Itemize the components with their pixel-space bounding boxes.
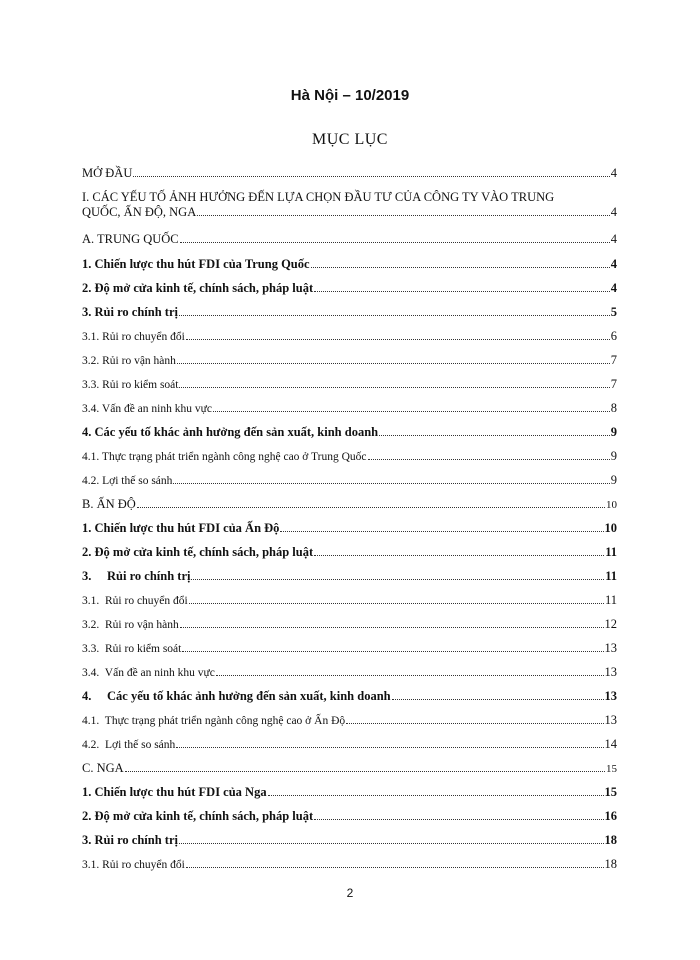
- toc-entry-label: 3.1. Rủi ro chuyển đổi: [82, 595, 188, 607]
- toc-entry-tq-4-1[interactable]: [82, 449, 617, 465]
- toc-entry-tq-3-4[interactable]: [82, 401, 617, 417]
- toc-entry-label: 3.2. Rủi ro vận hành: [82, 355, 176, 367]
- dot-leader: [392, 699, 604, 700]
- dot-leader: [177, 363, 610, 364]
- toc-entry-label: 3.2. Rủi ro vận hành: [82, 619, 179, 631]
- toc-entry-page: 11: [605, 569, 617, 583]
- dot-leader: [179, 843, 604, 844]
- toc-entry-label: B. ẤN ĐỘ: [82, 497, 136, 511]
- toc-entry-page: 9: [610, 473, 617, 487]
- toc-entry-label: 3. Rủi ro chính trị: [82, 305, 178, 319]
- toc-entry-tq-3-2[interactable]: [82, 353, 617, 369]
- dot-leader: [137, 507, 605, 508]
- toc-entry-page: 4: [610, 281, 617, 295]
- dot-leader: [179, 315, 610, 316]
- toc-entry-page: 4: [610, 205, 617, 219]
- toc-entry-ad-3-2[interactable]: [82, 617, 617, 633]
- toc-entry-page: 8: [610, 401, 617, 415]
- toc-entry-label: 3.4. Vấn đề an ninh khu vực: [82, 403, 212, 415]
- toc-entry-page: 9: [610, 449, 617, 463]
- toc-entry-an-do[interactable]: [82, 497, 617, 513]
- toc-entry-page: 7: [610, 377, 617, 391]
- toc-entry-label: 3. Rủi ro chính trị: [82, 833, 178, 847]
- toc-entry-tq-3-1[interactable]: [82, 329, 617, 345]
- toc-entry-label: 3.1. Rủi ro chuyển đổi: [82, 859, 185, 871]
- toc-entry-tq-1[interactable]: [82, 257, 617, 272]
- toc-entry-nga-1[interactable]: [82, 785, 617, 800]
- dot-leader: [379, 435, 610, 436]
- toc-entry-page: 6: [610, 329, 617, 343]
- toc-entry-page: 13: [604, 713, 617, 727]
- toc-entry-label: 1. Chiến lược thu hút FDI của Trung Quốc: [82, 257, 310, 271]
- toc-entry-nga[interactable]: [82, 761, 617, 777]
- toc-entry-label: 4.1. Thực trạng phát triển ngành công nghệ cao ở Ấn Độ: [82, 715, 346, 727]
- toc-entry-ad-3[interactable]: [82, 569, 617, 584]
- dot-leader: [182, 651, 603, 652]
- toc-entry-label: 3.3. Rủi ro kiểm soát: [82, 643, 182, 655]
- toc-entry-page: 9: [610, 425, 617, 439]
- dot-leader: [311, 267, 610, 268]
- dot-leader: [125, 771, 605, 772]
- toc-entry-ad-1[interactable]: [82, 521, 617, 536]
- dot-leader: [189, 603, 604, 604]
- dot-leader: [314, 555, 604, 556]
- toc-entry-page: 4: [610, 232, 617, 246]
- toc-entry-label: C. NGA: [82, 761, 124, 775]
- dot-leader: [180, 627, 604, 628]
- toc-title: MỤC LỤC: [312, 131, 388, 148]
- toc-entry-page: 5: [610, 305, 617, 319]
- toc-entry-ad-3-4[interactable]: [82, 665, 617, 681]
- toc-entry-label: A. TRUNG QUỐC: [82, 232, 179, 246]
- toc-entry-label: 3.3. Rủi ro kiểm soát: [82, 379, 179, 391]
- toc-entry-ad-3-1[interactable]: [82, 593, 617, 609]
- toc-entry-nga-3[interactable]: [82, 833, 617, 848]
- toc-entry-tq-4[interactable]: [82, 425, 617, 440]
- toc-entry-label: 4.2. Lợi thế so sánh: [82, 739, 176, 751]
- toc-entry-label: 3. Rủi ro chính trị: [82, 569, 191, 583]
- toc-entry-page: 12: [604, 617, 617, 631]
- toc-entry-label-line1: I. CÁC YẾU TỐ ẢNH HƯỞNG ĐẾN LỰA CHỌN ĐẦU TƯ CỦA CÔNG TY VÀO TRUNG: [82, 190, 555, 204]
- toc-entry-label: 2. Độ mở cửa kinh tế, chính sách, pháp luật: [82, 281, 314, 295]
- toc-entry-page: 16: [604, 809, 617, 823]
- toc-entry-tq-3-3[interactable]: [82, 377, 617, 393]
- toc-entry-page: 14: [604, 737, 617, 751]
- dot-leader: [186, 867, 604, 868]
- dot-leader: [179, 387, 609, 388]
- toc-entry-page: 4: [610, 257, 617, 271]
- toc-entry-label: 4.1. Thực trạng phát triển ngành công nghệ cao ở Trung Quốc: [82, 451, 367, 463]
- toc-entry-page: 15: [606, 763, 617, 775]
- dot-leader: [173, 483, 609, 484]
- toc-entry-page: 13: [604, 665, 617, 679]
- toc-entry-page: 7: [610, 353, 617, 367]
- dot-leader: [314, 291, 610, 292]
- dot-leader: [213, 411, 610, 412]
- toc-entry-page: 18: [604, 833, 617, 847]
- dot-leader: [180, 242, 610, 243]
- toc-entry-label: 1. Chiến lược thu hút FDI của Nga: [82, 785, 267, 799]
- dot-leader: [368, 459, 610, 460]
- toc-entry-tq-2[interactable]: [82, 281, 617, 296]
- dot-leader: [268, 795, 604, 796]
- toc-entry-page: 13: [604, 641, 617, 655]
- dot-leader: [314, 819, 603, 820]
- toc-entry-label: 3.1. Rủi ro chuyển đổi: [82, 331, 185, 343]
- dot-leader: [346, 723, 603, 724]
- toc-entry-page: 10: [604, 521, 617, 535]
- toc-entry-page: 11: [605, 545, 617, 559]
- toc-entry-label: 1. Chiến lược thu hút FDI của Ấn Độ: [82, 521, 280, 535]
- toc-entry-ad-2[interactable]: [82, 545, 617, 560]
- toc-entry-ad-4-1[interactable]: [82, 713, 617, 729]
- toc-entry-page: 13: [604, 689, 617, 703]
- toc-entry-page: 18: [604, 857, 617, 871]
- toc-entry-label: 4. Các yếu tố khác ảnh hưởng đến sản xuất, kinh doanh: [82, 689, 391, 703]
- toc-entry-label: 4.2. Lợi thế so sánh: [82, 475, 173, 487]
- toc-entry-mo-dau[interactable]: [82, 166, 617, 181]
- toc-entry-label: MỞ ĐẦU: [82, 166, 133, 180]
- toc-entry-nga-3-1[interactable]: [82, 857, 617, 873]
- dot-leader: [197, 215, 610, 216]
- toc-entry-label: 3.4. Vấn đề an ninh khu vực: [82, 667, 215, 679]
- dot-leader: [176, 747, 603, 748]
- toc-entry-ad-4-2[interactable]: [82, 737, 617, 753]
- toc-entry-label: 2. Độ mở cửa kinh tế, chính sách, pháp luật: [82, 545, 314, 559]
- dot-leader: [133, 176, 609, 177]
- toc-entry-section-i[interactable]: [82, 190, 617, 220]
- dot-leader: [216, 675, 604, 676]
- toc-entry-page: 15: [604, 785, 617, 799]
- place-date-heading: Hà Nội – 10/2019: [290, 87, 410, 104]
- toc-entry-page: 10: [606, 499, 617, 511]
- toc-entry-ad-3-3[interactable]: [82, 641, 617, 657]
- page-number: 2: [346, 886, 354, 900]
- toc-entry-label: QUỐC, ẤN ĐỘ, NGA: [82, 205, 197, 219]
- dot-leader: [191, 579, 604, 580]
- toc-entry-page: 4: [610, 166, 617, 180]
- toc-entry-trung-quoc[interactable]: [82, 232, 617, 247]
- toc-entry-label: 4. Các yếu tố khác ảnh hưởng đến sản xuất, kinh doanh: [82, 425, 379, 439]
- dot-leader: [186, 339, 610, 340]
- toc-entry-label: 2. Độ mở cửa kinh tế, chính sách, pháp luật: [82, 809, 314, 823]
- toc-entry-ad-4[interactable]: [82, 689, 617, 704]
- toc-entry-tq-4-2[interactable]: [82, 473, 617, 489]
- toc-entry-nga-2[interactable]: [82, 809, 617, 824]
- toc-entry-page: 11: [604, 593, 617, 607]
- dot-leader: [280, 531, 603, 532]
- toc-entry-tq-3[interactable]: [82, 305, 617, 320]
